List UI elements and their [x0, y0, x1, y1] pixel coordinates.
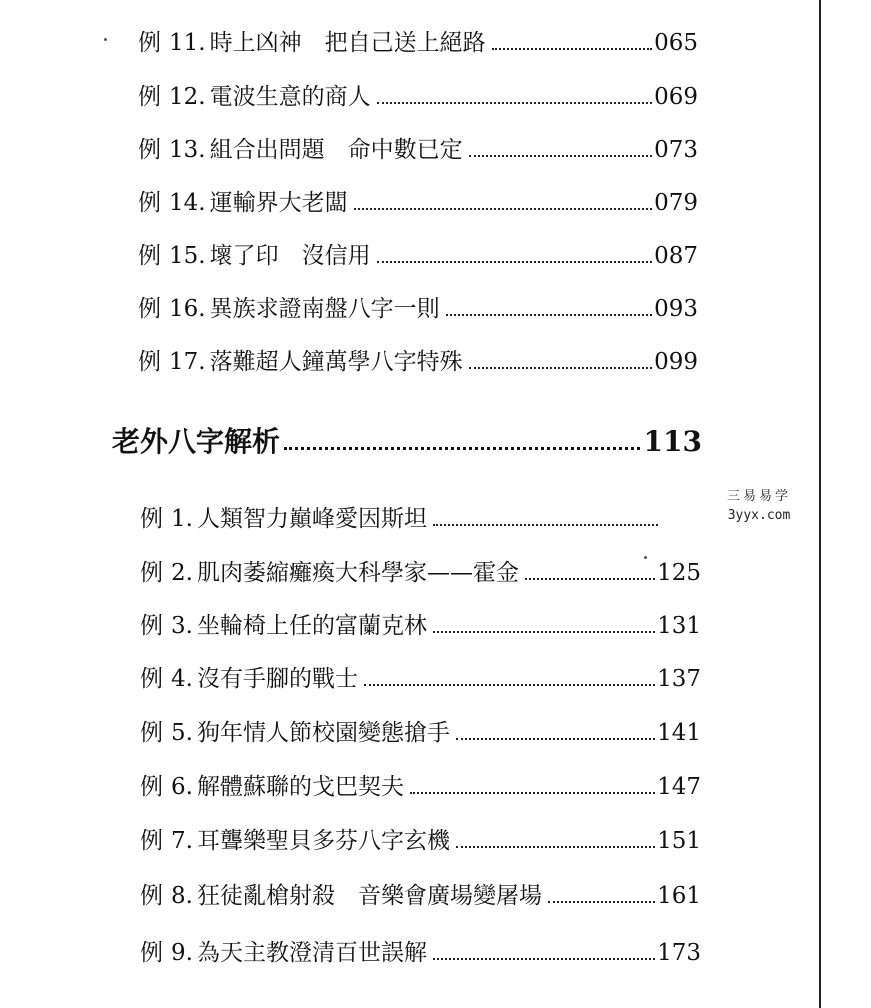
- entry-title: 狂徒亂槍射殺 音樂會廣場變屠場: [196, 883, 542, 909]
- section-heading[interactable]: [112, 424, 702, 460]
- entry-prefix: 例: [138, 349, 161, 375]
- toc-entry[interactable]: [140, 881, 701, 911]
- toc-entry[interactable]: [138, 347, 698, 377]
- entry-number: 17.: [169, 349, 206, 375]
- entry-number: 6.: [171, 774, 193, 800]
- entry-number: 3.: [171, 613, 193, 639]
- toc-entry[interactable]: [140, 611, 701, 641]
- entry-title: 耳聾樂聖貝多芬八字玄機: [196, 828, 450, 854]
- dot-leader: [410, 790, 655, 794]
- dot-leader: [456, 736, 655, 740]
- entry-prefix: 例: [140, 774, 163, 800]
- entry-title: 人類智力巔峰愛因斯坦: [196, 506, 427, 532]
- entry-page: 173: [657, 940, 701, 966]
- entry-page: 137: [657, 666, 701, 692]
- watermark-text: 三易易学: [726, 489, 791, 504]
- entry-number: 9.: [171, 940, 193, 966]
- dot-leader: [354, 206, 653, 210]
- entry-number: 15.: [169, 243, 206, 269]
- toc-entry[interactable]: [140, 664, 701, 694]
- entry-page: 151: [657, 828, 701, 854]
- dot-leader: [433, 956, 655, 960]
- entry-prefix: 例: [138, 296, 161, 322]
- toc-entry[interactable]: [140, 772, 701, 802]
- entry-page: 079: [654, 190, 698, 216]
- entry-page: 147: [657, 774, 701, 800]
- section-title: 老外八字解析: [112, 425, 281, 458]
- entry-title: 壞了印 沒信用: [209, 243, 371, 269]
- entry-prefix: 例: [138, 84, 161, 110]
- entry-title: 為天主教澄清百世誤解: [196, 940, 427, 966]
- entry-title: 電波生意的商人: [209, 84, 371, 110]
- entry-prefix: 例: [140, 720, 163, 746]
- dot-leader: [469, 365, 653, 369]
- entry-page: 131: [657, 613, 701, 639]
- entry-prefix: 例: [140, 560, 163, 586]
- toc-entry[interactable]: [140, 558, 701, 588]
- entry-title: 肌肉萎縮癱瘓大科學家——霍金: [196, 560, 519, 586]
- entry-number: 8.: [171, 883, 193, 909]
- dot-leader: [548, 899, 655, 903]
- site-watermark: [700, 480, 818, 528]
- entry-number: 5.: [171, 720, 193, 746]
- dot-leader: [377, 100, 653, 104]
- dot-leader: [284, 445, 640, 450]
- entry-title: 運輸界大老闆: [209, 190, 348, 216]
- toc-entry[interactable]: [138, 241, 698, 271]
- entry-number: 16.: [169, 296, 206, 322]
- dot-leader: [433, 629, 655, 633]
- dot-leader: [469, 153, 653, 157]
- entry-prefix: 例: [140, 506, 163, 532]
- entry-title: 解體蘇聯的戈巴契夫: [196, 774, 404, 800]
- section-page: 113: [643, 425, 702, 458]
- entry-page: 099: [654, 349, 698, 375]
- entry-number: 12.: [169, 84, 206, 110]
- scan-speck: [644, 556, 647, 559]
- entry-prefix: 例: [140, 883, 163, 909]
- entry-prefix: 例: [140, 613, 163, 639]
- scan-speck: [104, 38, 107, 41]
- dot-leader: [492, 46, 653, 50]
- entry-title: 異族求證南盤八字一則: [209, 296, 440, 322]
- dot-leader: [364, 682, 655, 686]
- entry-prefix: 例: [138, 30, 161, 56]
- toc-entry[interactable]: [140, 826, 701, 856]
- dot-leader: [456, 844, 655, 848]
- entry-prefix: 例: [138, 243, 161, 269]
- entry-number: 4.: [171, 666, 193, 692]
- entry-page: 069: [654, 84, 698, 110]
- dot-leader: [377, 259, 653, 263]
- entry-title: 落難超人鐘萬學八字特殊: [209, 349, 463, 375]
- toc-entry[interactable]: [140, 504, 660, 534]
- entry-number: 2.: [171, 560, 193, 586]
- toc-entry[interactable]: [138, 135, 698, 165]
- entry-title: 沒有手腳的戰士: [196, 666, 358, 692]
- dot-leader: [525, 576, 655, 580]
- toc-entry[interactable]: [140, 718, 701, 748]
- entry-number: 11.: [169, 30, 206, 56]
- toc-entry[interactable]: [138, 294, 698, 324]
- entry-number: 14.: [169, 190, 206, 216]
- toc-entry[interactable]: [138, 28, 698, 58]
- watermark-url: 3yyx.com: [727, 508, 791, 523]
- entry-prefix: 例: [138, 137, 161, 163]
- dot-leader: [433, 522, 658, 526]
- entry-page: 125: [657, 560, 701, 586]
- entry-number: 7.: [171, 828, 193, 854]
- entry-page: 065: [654, 30, 698, 56]
- entry-title: 組合出問題 命中數已定: [209, 137, 463, 163]
- entry-page: 093: [654, 296, 698, 322]
- entry-number: 13.: [169, 137, 206, 163]
- entry-title: 時上凶神 把自己送上絕路: [209, 30, 486, 56]
- entry-page: 161: [657, 883, 701, 909]
- entry-prefix: 例: [140, 828, 163, 854]
- entry-prefix: 例: [140, 666, 163, 692]
- toc-entry[interactable]: [138, 188, 698, 218]
- entry-page: 073: [654, 137, 698, 163]
- entry-number: 1.: [171, 506, 193, 532]
- entry-title: 狗年情人節校園變態搶手: [196, 720, 450, 746]
- entry-page: 141: [657, 720, 701, 746]
- entry-prefix: 例: [138, 190, 161, 216]
- entry-page: 087: [654, 243, 698, 269]
- dot-leader: [446, 312, 653, 316]
- toc-entry[interactable]: [138, 82, 698, 112]
- entry-title: 坐輪椅上任的富蘭克林: [196, 613, 427, 639]
- toc-entry[interactable]: [140, 938, 701, 968]
- entry-prefix: 例: [140, 940, 163, 966]
